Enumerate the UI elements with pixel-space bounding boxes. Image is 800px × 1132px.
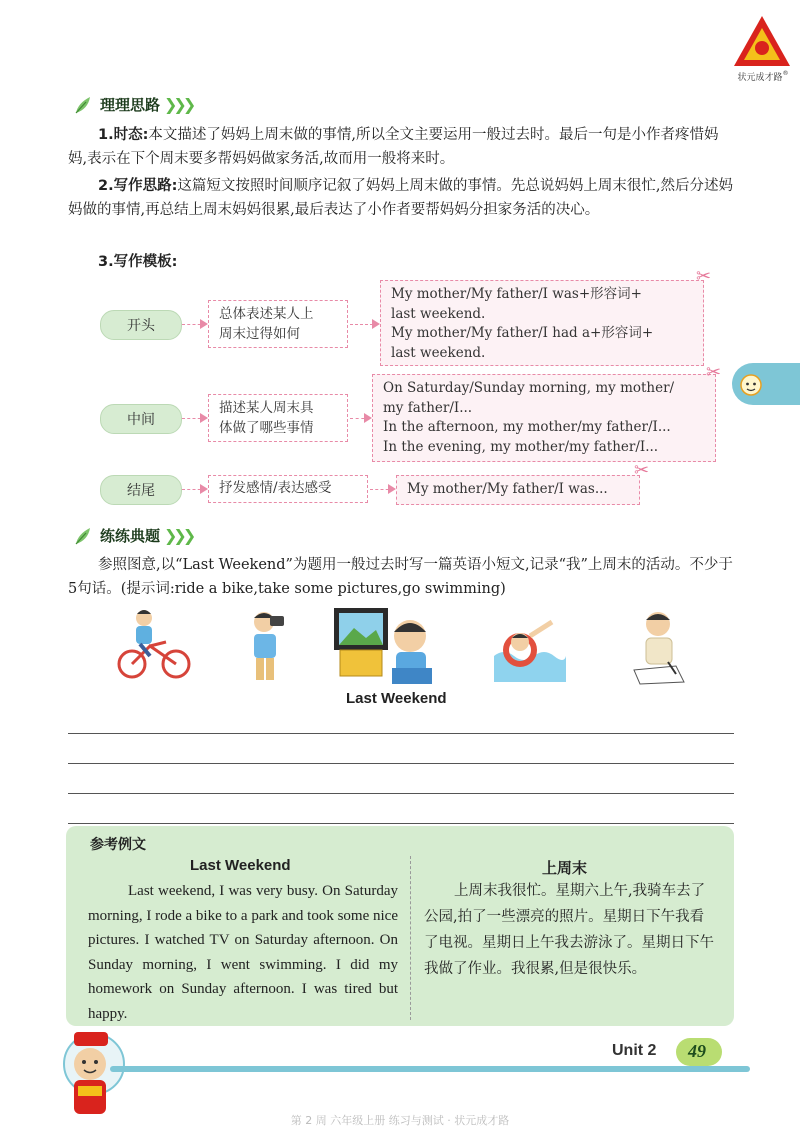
reference-en-title: Last Weekend: [190, 857, 291, 874]
reference-en-text: Last weekend, I was very busy. On Saturday morning, I rode a bike to a park and took some nice pictures. I watched TV on Saturday afternoon. On Sunday morning, I went swimming. I did my homework on Sunday afternoon. I was tired but happy.: [88, 883, 398, 1022]
paragraph-writing-idea: 2.写作思路:这篇短文按照时间顺序记叙了妈妈上周末做的事情。先总说妈妈上周末很忙,然后分述妈妈做的事情,再总结上周末妈妈很累,最后表达了小作者要帮妈妈分担家务活的决心。: [68, 178, 734, 218]
arrow-icon: [350, 324, 378, 325]
stage-example-middle: On Saturday/Sunday morning, my mother/ my father/I... In the afternoon, my mother/my father/I... In the evening, my mother/my father/I...: [372, 374, 716, 462]
illustration-caption: Last Weekend: [346, 690, 447, 707]
leaf-icon: [72, 524, 94, 546]
chevron-right-icon: ❯❯❯: [164, 525, 193, 545]
section-title: 练练典题: [100, 526, 161, 545]
arrow-icon: [182, 324, 206, 325]
practice-prompt: 参照图意,以“Last Weekend”为题用一般过去时写一篇英语小短文,记录“我”上周末的活动。不少于5句话。(提示词:ride a bike,take some pictures,go swimming): [68, 557, 733, 597]
leaf-icon: [72, 93, 94, 115]
writing-line: [68, 793, 734, 794]
cartoon-face-icon: [738, 371, 764, 397]
reference-cn-title: 上周末: [542, 859, 588, 877]
section-header-practice: [72, 523, 192, 547]
unit-label: Unit 2: [612, 1042, 657, 1059]
paperclip-icon: ✂: [696, 266, 712, 287]
paragraph-template-label: 3.写作模板:: [98, 254, 178, 270]
reference-cn-text: 上周末我很忙。星期六上午,我骑车去了公园,拍了一些漂亮的照片。星期日下午我看了电视。星期日上午我去游泳了。星期日下午我做了作业。我很累,但是很快乐。: [424, 883, 714, 977]
stage-pill-opening: 开头: [100, 310, 182, 340]
stage-desc-opening: 总体表述某人上 周末过得如何: [208, 300, 348, 348]
stage-desc-ending: 抒发感情/表达感受: [208, 475, 368, 503]
stage-example-ending: My mother/My father/I was...: [396, 475, 640, 505]
stage-pill-ending: 结尾: [100, 475, 182, 505]
watching-tv-illustration: [332, 606, 436, 688]
paragraph-tense: 1.时态:本文描述了妈妈上周末做的事情,所以全文主要运用一般过去时。最后一句是小作者疼惜妈妈,表示在下个周末要多帮妈妈做家务活,故而用一般将来时。: [68, 127, 719, 167]
writing-line: [68, 823, 734, 824]
paperclip-icon: ✂: [634, 460, 650, 481]
section-header-thinking: [72, 92, 192, 116]
stage-desc-middle: 描述某人周末具 体做了哪些事情: [208, 394, 348, 442]
brand-logo-icon: [732, 14, 792, 68]
taking-pictures-illustration: [240, 606, 298, 686]
swimming-illustration: [492, 606, 566, 682]
stage-pill-middle: 中间: [100, 404, 182, 434]
brand-logo-text: 状元成才路®: [737, 70, 789, 83]
doing-homework-illustration: [628, 606, 688, 686]
section-title: 理理思路: [100, 95, 161, 114]
arrow-icon: [370, 489, 394, 490]
divider: [410, 856, 411, 1020]
page-number: 49: [688, 1041, 706, 1061]
arrow-icon: [182, 418, 206, 419]
riding-bike-illustration: [110, 606, 196, 682]
writing-line: [68, 763, 734, 764]
chevron-right-icon: ❯❯❯: [164, 94, 193, 114]
footer-watermark: 第 2 周 六年级上册 练习与测试 · 状元成才路: [290, 1114, 510, 1127]
mascot-icon: [54, 1028, 132, 1124]
arrow-icon: [350, 418, 370, 419]
stage-example-opening: My mother/My father/I was+形容词+ last weekend. My mother/My father/I had a+形容词+ last weekend.: [380, 280, 704, 366]
arrow-icon: [182, 489, 206, 490]
writing-line: [68, 733, 734, 734]
footer-bar: [110, 1066, 750, 1072]
reference-label: 参考例文: [90, 837, 146, 853]
paperclip-icon: ✂: [706, 362, 722, 383]
